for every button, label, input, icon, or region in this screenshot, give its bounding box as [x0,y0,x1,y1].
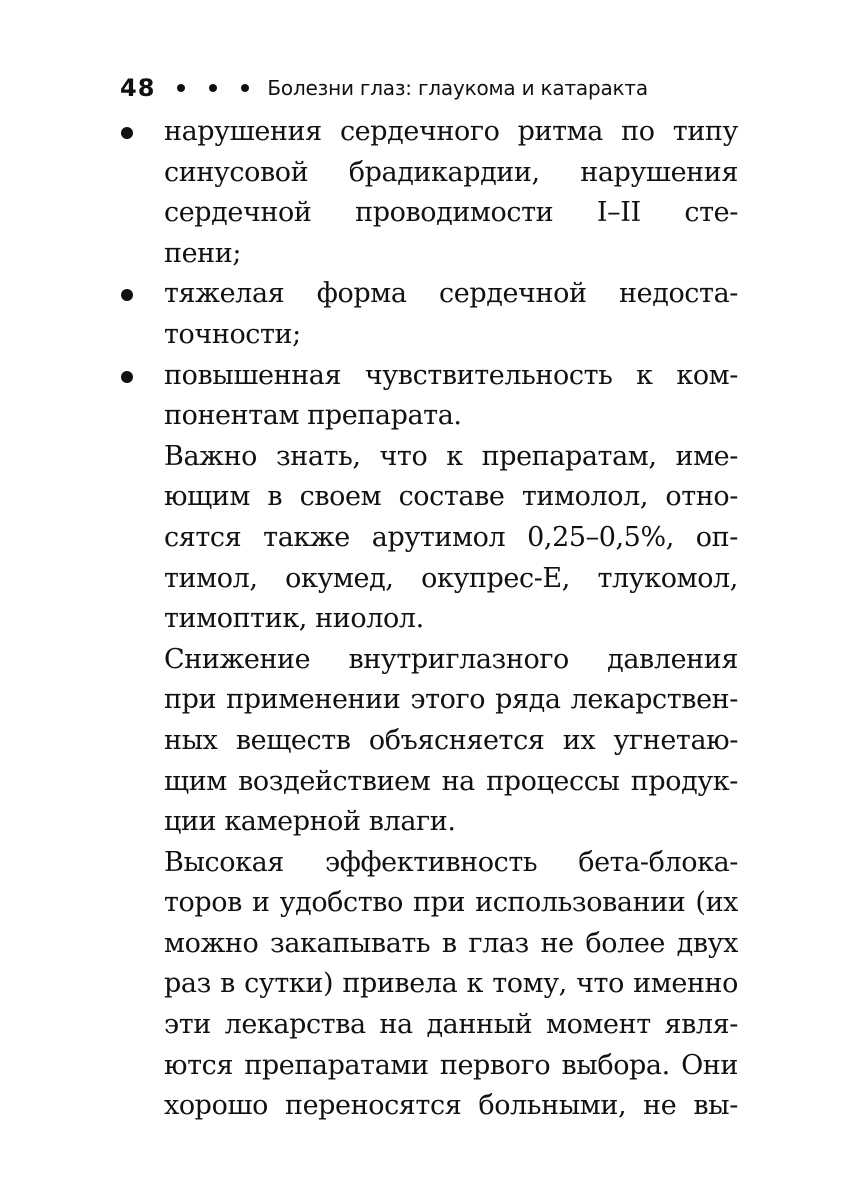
page-body [120,112,738,1127]
book-page [120,68,738,1127]
paragraph [120,843,738,1127]
text-line: раз в сутки) привела к тому, что именно [164,968,738,1000]
text-line: при применении этого ряда лекарствен- [164,684,738,716]
bullet-icon [121,289,133,301]
text-line: тимоптик, ниолол. [164,603,424,635]
text-line: сятся также арутимол 0,25–0,5%, оп- [164,521,738,553]
text-line: тимол, окумед, окупрес-Е, тлукомол, [164,562,738,594]
text-line: хорошо переносятся больными, не вы- [164,1090,738,1122]
text-line: Важно знать, что к препаратам, име- [164,440,738,472]
text-line: эти лекарства на данный момент явля- [164,1009,738,1041]
header-dot-icon [177,84,185,92]
text-line: торов и удобство при использовании (их [164,887,738,919]
text-line: сердечной проводимости I–II сте- [164,197,738,229]
text-line: ются препаратами первого выбора. Они [164,1049,738,1081]
running-title: Болезни глаз: глаукома и катаракта [267,76,648,100]
contraindications-list [120,112,738,437]
text-line: можно закапывать в глаз не более двух [164,927,738,959]
header-dot-icon [241,84,249,92]
text-line: Высокая эффективность бета-блока- [164,846,738,878]
list-item [120,112,738,274]
bullet-icon [121,127,133,139]
text-line: пени; [164,237,242,269]
text-line: ных веществ объясняется их угнетаю- [164,724,738,756]
list-item [120,274,738,355]
text-line: синусовой брадикардии, нарушения [164,156,738,188]
text-line: ции камерной влаги. [164,806,456,838]
text-line: понентам препарата. [164,400,462,432]
page-number: 48 [120,74,156,102]
text-line: ющим в своем составе тимолол, отно- [164,481,738,513]
bullet-icon [121,371,133,383]
header-dot-leader [177,84,249,92]
text-line: нарушения сердечного ритма по типу [164,116,738,147]
running-header [120,68,738,108]
paragraph [120,437,738,640]
text-line: Снижение внутриглазного давления [164,643,738,675]
list-item [120,356,738,437]
text-line: щим воздействием на процессы продук- [164,765,738,797]
text-line: повышенная чувствительность к ком- [164,359,738,391]
text-line: тяжелая форма сердечной недоста- [164,278,738,310]
header-dot-icon [209,84,217,92]
text-line: точности; [164,318,301,350]
paragraph [120,640,738,843]
